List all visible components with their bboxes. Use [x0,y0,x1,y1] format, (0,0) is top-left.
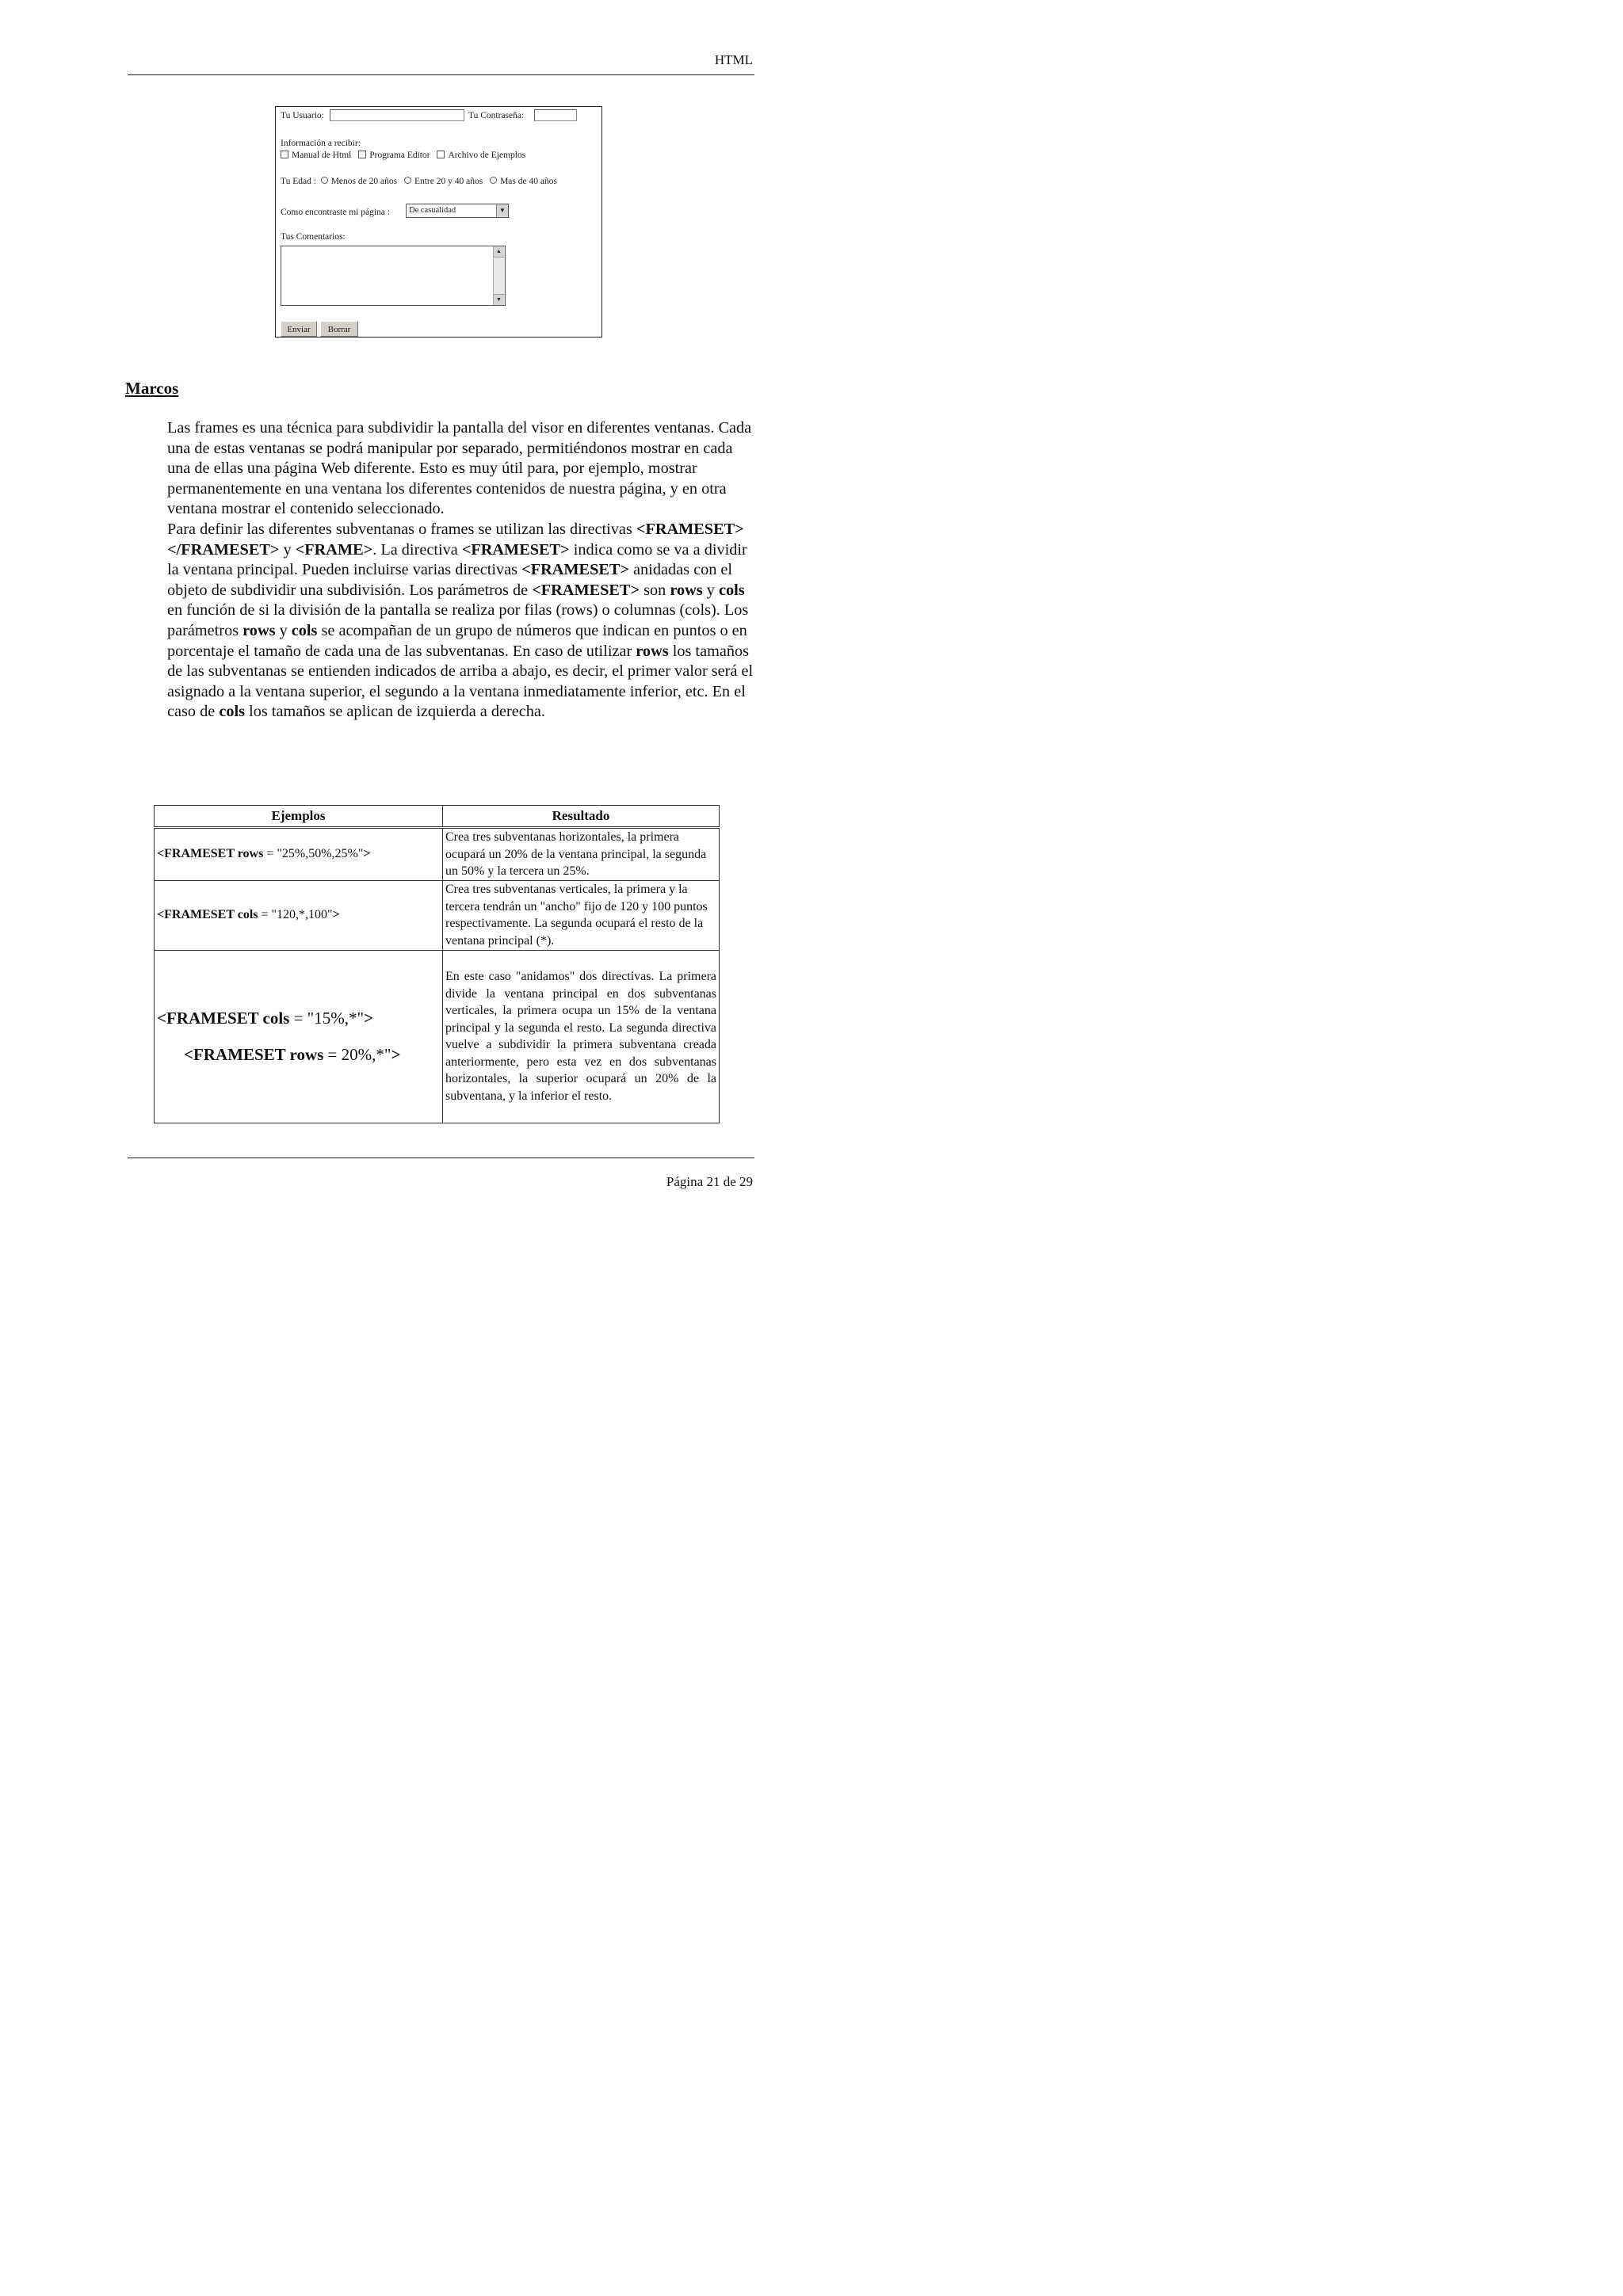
example-result: En este caso "anidamos" dos directivas. La primera divide la ventana principal en dos subventanas verticales, la primera ocupa un 15% de la ventana principal y la segunda el resto. La segunda directiva vuelve a subdividir la primera subventana creada anteriormente, pero esta vez en dos subventanas horizontales, la superior ocupará un 20% de la subventana, y la inferior el resto. [443,950,720,1123]
checkbox-icon[interactable] [358,151,366,158]
checkbox-icon[interactable] [281,151,288,158]
example-code: <FRAMESET rows = "25%,50%,25%"> [155,828,443,881]
example-result: Crea tres subventanas verticales, la primera y la tercera tendrán un "ancho" fijo de 120 y 100 puntos respectivamente. La segunda ocupará el resto de la ventana principal (*). [443,880,720,950]
table-row [155,828,720,881]
comentarios-label: Tus Comentarios: [281,232,346,242]
header-resultado: Resultado [443,806,720,828]
example-result: Crea tres subventanas horizontales, la primera ocupará un 20% de la ventana principal, la segunda un 50% y la tercera un 25%. [443,828,720,881]
radio-icon[interactable] [490,177,497,184]
radio-icon[interactable] [321,177,328,184]
info-option-3[interactable]: Archivo de Ejemplos [437,151,525,160]
comentarios-textarea[interactable] [281,246,506,306]
checkbox-icon[interactable] [437,151,445,158]
page-number: Página 21 de 29 [666,1174,753,1189]
example-code: <FRAMESET cols = "15%,*"> <FRAMESET rows = 20%,*"> [155,950,443,1123]
paragraph-1: Las frames es una técnica para subdividir la pantalla del visor en diferentes ventanas. Cada una de estas ventanas se podrá manipular por separado, permitiéndonos mostrar en cada una de ellas una página Web diferente. Esto es muy útil para, por ejemplo, mostrar permanentemente en una ventana los diferentes contenidos de nuestra página, y en otra ventana mostrar el contenido seleccionado. [167,419,752,518]
edad-label: Tu Edad : [281,177,316,186]
section-title: Marcos [125,379,179,398]
table-row [155,880,720,950]
edad-option-2[interactable]: Entre 20 y 40 años [404,177,483,186]
enviar-button[interactable]: Enviar [281,321,317,337]
body-text [167,418,755,723]
usuario-label: Tu Usuario: [281,111,324,120]
contrasena-label: Tu Contraseña: [468,111,525,120]
chevron-down-icon[interactable]: ▼ [496,204,508,217]
info-option-1[interactable]: Manual de Html [281,151,351,160]
scroll-down-icon[interactable]: ▼ [494,294,504,305]
info-option-2[interactable]: Programa Editor [358,151,430,160]
scroll-up-icon[interactable]: ▲ [494,246,504,257]
borrar-button[interactable]: Borrar [320,321,358,337]
form-screenshot [275,106,602,338]
edad-option-3[interactable]: Mas de 40 años [490,177,557,186]
usuario-field[interactable] [330,109,464,121]
header-ejemplos: Ejemplos [155,806,443,828]
example-code: <FRAMESET cols = "120,*,100"> [155,880,443,950]
examples-table [154,805,720,1123]
contrasena-field[interactable] [534,109,577,121]
header-rule [128,74,754,75]
info-label: Información a recibir: [281,139,361,148]
table-row [155,950,720,1123]
paragraph-2: Para definir las diferentes subventanas o frames se utilizan las directivas <FRAMESET> </FRAMESET> y <FRAME>. La directiva <FRAMESET> indica como se va a dividir la ventana principal. Pueden incluirse varias directivas <FRAMESET> anidadas con el objeto de subdividir una subdivisión. Los parámetros de <FRAMESET> son rows y cols en función de si la división de la pantalla se realiza por filas (rows) o columnas (cols). Los parámetros rows y cols se acompañan de un grupo de números que indican en puntos o en porcentaje el tamaño de cada una de las subventanas. En caso de utilizar rows los tamaños de las subventanas se entienden indicados de arriba a abajo, es decir, el primer valor será el asignado a la ventana superior, el segundo a la ventana inmediatamente inferior, etc. En el caso de cols los tamaños se aplican de izquierda a derecha. [167,520,754,721]
encontraste-label: Como encontraste mi página : [281,208,390,217]
radio-icon[interactable] [404,177,411,184]
encontraste-select[interactable]: De casualidad ▼ [406,204,509,218]
edad-option-1[interactable]: Menos de 20 años [321,177,397,186]
edad-row [281,177,562,186]
scrollbar[interactable] [493,246,505,305]
table-header-row [155,806,720,828]
running-header: HTML [714,52,753,67]
info-options [281,151,530,160]
